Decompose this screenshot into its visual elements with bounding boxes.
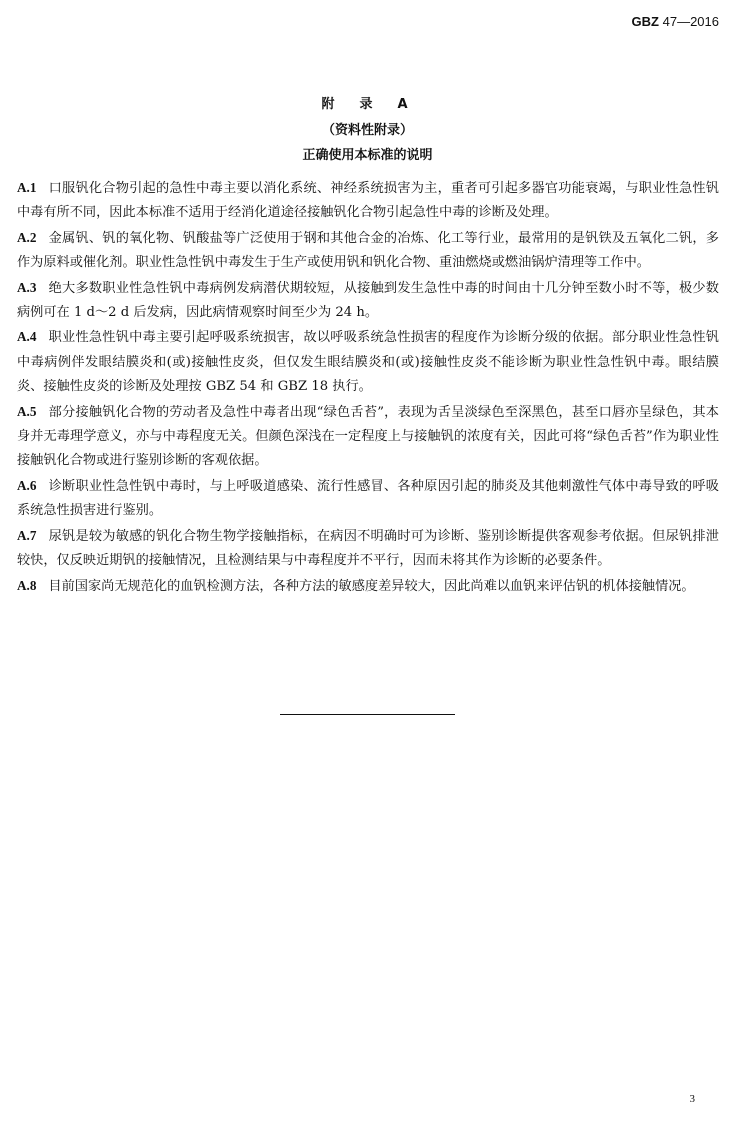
paragraph-number: A.2 [17, 229, 37, 245]
appendix-body [17, 176, 719, 599]
paragraph-number: A.8 [17, 577, 37, 593]
paragraph-number: A.5 [17, 403, 37, 419]
appendix-type: （资料性附录） [321, 123, 413, 138]
paragraph-text: 职业性急性钒中毒主要引起呼吸系统损害，故以呼吸系统急性损害的程度作为诊断分级的依据。部分职业性急性钒中毒病例伴发眼结膜炎和(或)接触性皮炎，但仅发生眼结膜炎和(或)接触性皮炎不能诊断为职业性急性钒中毒。眼结膜炎、接触性皮炎的诊断及处理按 GBZ 54 和 GBZ 18 执行。 [17, 330, 719, 395]
paragraph-a8 [17, 574, 719, 599]
paragraph-a4 [17, 325, 719, 399]
paragraph-a5 [17, 400, 719, 474]
paragraph-text: 绝大多数职业性急性钒中毒病例发病潜伏期较短，从接触到发生急性中毒的时间由十几分钟至数小时不等，极少数病例可在 1 d～2 d 后发病，因此病情观察时间至少为 24 h。 [17, 280, 719, 321]
standard-number: 47—2016 [662, 14, 719, 29]
paragraph-a3 [17, 276, 719, 326]
appendix-title: 附 录 A [321, 97, 414, 112]
paragraph-number: A.3 [17, 279, 37, 295]
paragraph-a2 [17, 226, 719, 276]
paragraph-number: A.4 [17, 329, 37, 345]
standard-code [632, 14, 719, 29]
paragraph-a7 [17, 524, 719, 574]
paragraph-text: 目前国家尚无规范化的血钒检测方法，各种方法的敏感度差异较大，因此尚难以血钒来评估钒的机体接触情况。 [48, 578, 695, 594]
paragraph-number: A.1 [17, 180, 37, 195]
paragraph-text: 金属钒、钒的氧化物、钒酸盐等广泛使用于钢和其他合金的冶炼、化工等行业，最常用的是钒铁及五氧化二钒，多作为原料或催化剂。职业性急性钒中毒发生于生产或使用钒和钒化合物、重油燃烧或燃油锅炉清理等工作中。 [17, 230, 719, 271]
paragraph-number: A.6 [17, 477, 37, 493]
paragraph-text: 部分接触钒化合物的劳动者及急性中毒者出现“绿色舌苔”，表现为舌呈淡绿色至深黑色，甚至口唇亦呈绿色，其本身并无毒理学意义，亦与中毒程度无关。但颜色深浅在一定程度上与接触钒的浓度有关，因此可将“绿色舌苔”作为职业性接触钒化合物或进行鉴别诊断的客观依据。 [17, 404, 719, 469]
paragraph-text: 诊断职业性急性钒中毒时，与上呼吸道感染、流行性感冒、各种原因引起的肺炎及其他刺激性气体中毒导致的呼吸系统急性损害进行鉴别。 [17, 478, 719, 519]
paragraph-a6 [17, 474, 719, 524]
page-number: 3 [689, 1093, 695, 1105]
paragraph-a1 [17, 176, 719, 226]
appendix-subject: 正确使用本标准的说明 [302, 148, 433, 163]
paragraph-text: 口服钒化合物引起的急性中毒主要以消化系统、神经系统损害为主，重者可引起多器官功能衰竭，与职业性急性钒中毒有所不同，因此本标准不适用于经消化道途径接触钒化合物引起急性中毒的诊断及处理。 [17, 181, 719, 221]
end-rule [280, 714, 455, 715]
paragraph-text: 尿钒是较为敏感的钒化合物生物学接触指标，在病因不明确时可为诊断、鉴别诊断提供客观参考依据。但尿钒排泄较快，仅反映近期钒的接触情况，且检测结果与中毒程度并不平行，因而未将其作为诊断的必要条件。 [17, 528, 719, 569]
paragraph-number: A.7 [17, 527, 37, 543]
standard-prefix: GBZ [631, 14, 659, 29]
